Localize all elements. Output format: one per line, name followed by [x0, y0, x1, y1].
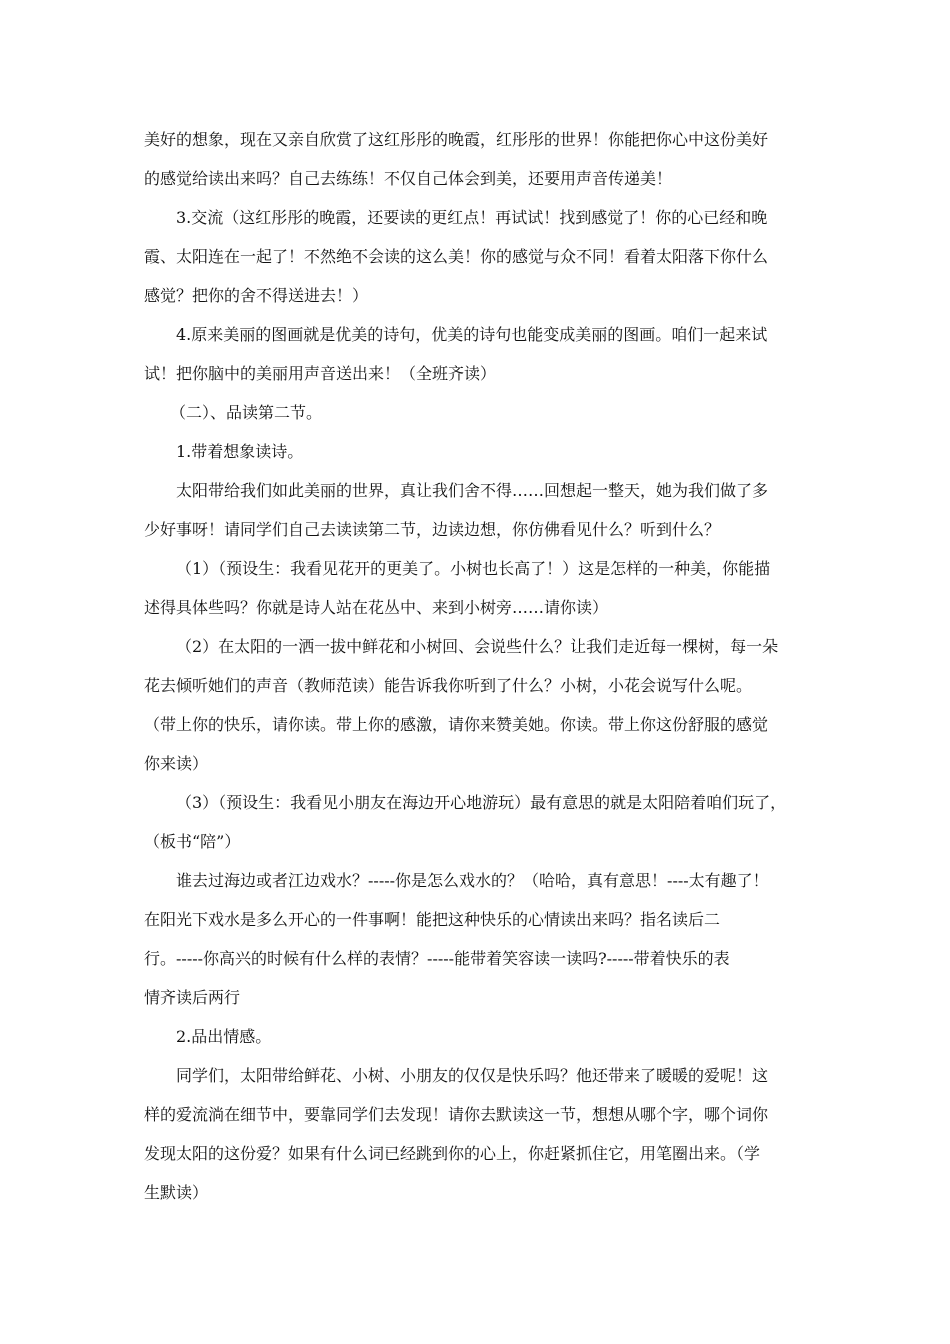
paragraph-line: 生默读） — [144, 1183, 209, 1202]
paragraph — [144, 627, 824, 783]
paragraph-line: 少好事呀！请同学们自己去读读第二节，边读边想，你仿佛看见什么？听到什么？ — [144, 520, 721, 539]
paragraph-line: 4.原来美丽的图画就是优美的诗句，优美的诗句也能变成美丽的图画。咱们一起来试 — [176, 325, 768, 344]
paragraph-line: 2.品出情感。 — [176, 1027, 272, 1046]
paragraph — [144, 393, 824, 432]
paragraph — [144, 861, 824, 1017]
paragraph — [144, 120, 824, 198]
paragraph-line: （二）、品读第二节。 — [170, 403, 323, 422]
paragraph-line: （2）在太阳的一洒一拔中鲜花和小树回、会说些什么？让我们走近每一棵树，每一朵 — [176, 637, 779, 656]
paragraph-line: （1）（预设生：我看见花开的更美了。小树也长高了！）这是怎样的一种美，你能描 — [176, 559, 771, 578]
paragraph-line: 述得具体些吗？你就是诗人站在花丛中、来到小树旁……请你读） — [144, 598, 609, 617]
paragraph-line: 试！把你脑中的美丽用声音送出来！（全班齐读） — [144, 364, 497, 383]
paragraph-line: （带上你的快乐，请你读。带上你的感激，请你来赞美她。你读。带上你这份舒服的感觉 — [144, 715, 769, 734]
paragraph-line: 感觉？把你的舍不得送进去！） — [144, 286, 369, 305]
paragraph — [144, 198, 824, 315]
paragraph — [144, 471, 824, 549]
paragraph — [144, 549, 824, 627]
paragraph-line: （板书“陪”） — [144, 832, 241, 851]
paragraph — [144, 432, 824, 471]
paragraph-line: 同学们，太阳带给鲜花、小树、小朋友的仅仅是快乐吗？他还带来了暖暖的爱呢！这 — [176, 1066, 769, 1085]
paragraph-line: 在阳光下戏水是多么开心的一件事啊！能把这种快乐的心情读出来吗？指名读后二 — [144, 910, 721, 929]
paragraph-line: 3.交流（这红彤彤的晚霞，还要读的更红点！再试试！找到感觉了！你的心已经和晚 — [176, 208, 768, 227]
paragraph — [144, 315, 824, 393]
paragraph-line: （3）（预设生：我看见小朋友在海边开心地游玩）最有意思的就是太阳陪着咱们玩了， — [176, 793, 787, 812]
paragraph-line: 样的爱流淌在细节中，要靠同学们去发现！请你去默读这一节，想想从哪个字，哪个词你 — [144, 1105, 769, 1124]
paragraph — [144, 783, 824, 861]
paragraph-line: 你来读） — [144, 754, 209, 773]
paragraph — [144, 1056, 824, 1212]
paragraph-line: 行。-----你高兴的时候有什么样的表情？-----能带着笑容读一读吗?-----带着快乐的表 — [144, 949, 730, 968]
paragraph-line: 霞、太阳连在一起了！不然绝不会读的这么美！你的感觉与众不同！看着太阳落下你什么 — [144, 247, 769, 266]
document-body — [144, 120, 824, 1212]
paragraph-line: 谁去过海边或者江边戏水？-----你是怎么戏水的？（哈哈，真有意思！----太有趣了！ — [176, 871, 769, 890]
paragraph-line: 太阳带给我们如此美丽的世界，真让我们舍不得……回想起一整天，她为我们做了多 — [176, 481, 769, 500]
paragraph-line: 情齐读后两行 — [144, 988, 241, 1007]
paragraph-line: 的感觉给读出来吗？自己去练练！不仅自己体会到美，还要用声音传递美！ — [144, 169, 673, 188]
paragraph-line: 发现太阳的这份爱？如果有什么词已经跳到你的心上，你赶紧抓住它，用笔圈出来。（学 — [144, 1144, 761, 1163]
paragraph-line: 花去倾听她们的声音（教师范读）能告诉我你听到了什么？小树，小花会说写什么呢。 — [144, 676, 753, 695]
paragraph-line: 1.带着想象读诗。 — [176, 442, 304, 461]
paragraph — [144, 1017, 824, 1056]
paragraph-line: 美好的想象，现在又亲自欣赏了这红彤彤的晚霞，红彤彤的世界！你能把你心中这份美好 — [144, 130, 769, 149]
